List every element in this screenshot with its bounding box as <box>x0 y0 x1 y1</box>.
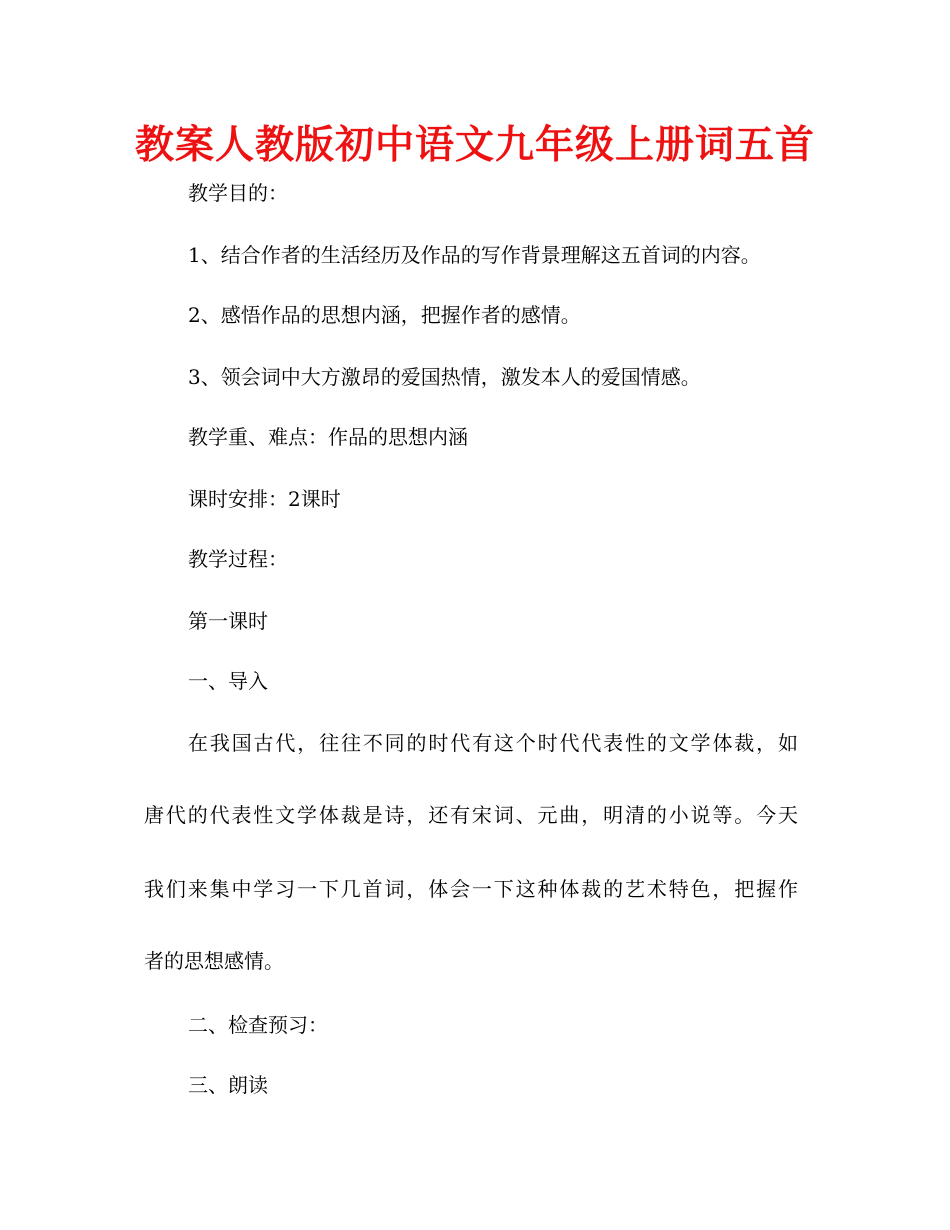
step-heading-reading: 三、朗读 <box>188 1073 268 1097</box>
section-heading-objectives: 教学目的： <box>188 181 288 205</box>
step-heading-intro: 一、导入 <box>188 669 268 693</box>
objective-item-2: 2、感悟作品的思想内涵，把握作者的感情。 <box>188 303 581 327</box>
objective-item-1: 1、结合作者的生活经历及作品的写作背景理解这五首词的内容。 <box>188 243 761 267</box>
schedule-line: 课时安排：2课时 <box>188 487 341 511</box>
paragraph-line: 唐代的代表性文学体裁是诗，还有宋词、元曲，明清的小说等。今天 <box>144 803 798 827</box>
paragraph-line: 在我国古代，往往不同的时代有这个时代代表性的文学体裁，如 <box>188 731 798 755</box>
section-heading-process: 教学过程： <box>188 547 288 571</box>
paragraph-line: 者的思想感情。 <box>144 949 284 973</box>
lesson-heading: 第一课时 <box>188 609 268 633</box>
objective-item-3: 3、领会词中大方激昂的爱国热情，激发本人的爱国情感。 <box>188 365 701 389</box>
paragraph-line: 我们来集中学习一下几首词，体会一下这种体裁的艺术特色，把握作 <box>144 877 798 901</box>
step-heading-preview: 二、检查预习： <box>188 1013 328 1037</box>
key-points-line: 教学重、难点：作品的思想内涵 <box>188 425 468 449</box>
document-title: 教案人教版初中语文九年级上册词五首 <box>134 123 815 168</box>
